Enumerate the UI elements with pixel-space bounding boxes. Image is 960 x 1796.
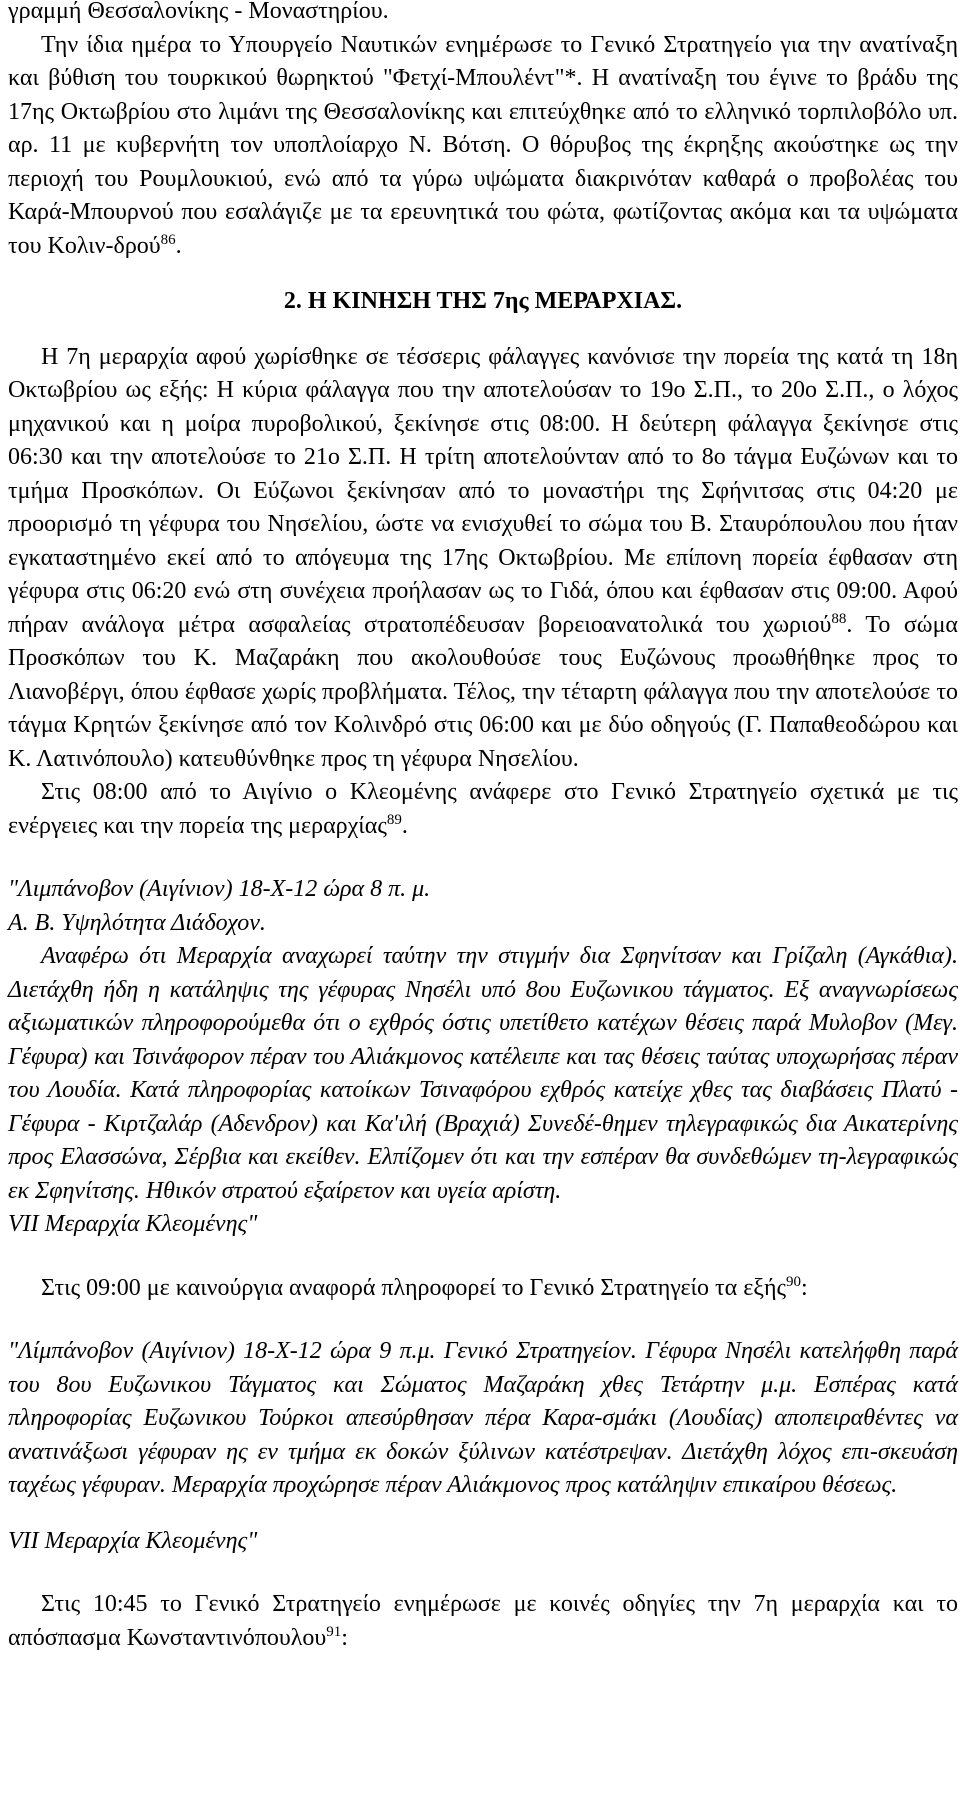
document-page	[8, 0, 958, 1655]
telegram-2-signature: VII Μεραρχία Κλεομένης"	[8, 1527, 258, 1554]
section-heading: 2. Η ΚΙΝΗΣΗ ΤΗΣ 7ης ΜΕΡΑΡΧΙΑΣ.	[283, 288, 683, 314]
telegram-1-signature: VII Μεραρχία Κλεομένης"	[8, 1211, 258, 1237]
paragraph-kleomenis-report: Στις 08:00 από το Αιγίνιο ο Κλεομένης ανάφερε στο Γενικό Στρατηγείο σχετικά με τις ενέργειες και την πορεία της μεραρχίας$^{89}$.	[8, 779, 958, 839]
footnote-ref-90: 90	[786, 1273, 802, 1290]
telegram-1-body: Αναφέρω ότι Μεραρχία αναχωρεί ταύτην την στιγμήν δια Σφηνίτσαν και Γρίζαλη (Αγκάθια). Διετάχθη ήδη η κατάληψις της γέφυρας Νησέλι υπό 8ου Ευζωνικου τάγματος. Εξ αναγνωρίσεως αξιωματικών πληροφορούμεθα ότι ο εχθρός όστις υπετίθετο κατέχων θέσεις παρά Μυλοβον (Μεγ. Γέφυρα) και Τσινάφορον πέραν του Αλιάκμονος κατέλειπε και τας θέσεις ταύτας υποχωρήσας πέραν του Λουδία. Κατά πληροφορίας κατοίκων Τσιναφόρου εχθρός κατείχε χθες τας διαβάσεις Πλατύ - Γέφυρα - Κιρτζαλάρ (Αδενδρον) και Κα'ιλή (Βραχιά) Συνεδέ-θημεν τηλεγραφικώς δια Αικατερίνης προς Ελασσώνα, Σέρβια και εκείθεν. Ελπίζομεν ότι και την εσπέραν θα συνδεθώμεν τη-λεγραφικώς εκ Σφηνίτσης. Ηθικόν στρατού εξαίρετον και υγεία αρίστη.	[8, 943, 958, 1204]
paragraph-general-hq-instructions: Στις 10:45 το Γενικό Στρατηγείο ενημέρωσε με κοινές οδηγίες την 7η μεραρχία και το απόσπασμα Κωνσταντινόπουλου$^{91}$:	[8, 1591, 958, 1651]
footnote-ref-88: 88	[831, 610, 847, 627]
quoted-telegram-1	[8, 873, 958, 1242]
quoted-telegram-2	[8, 1335, 958, 1558]
footnote-ref-91: 91	[326, 1623, 342, 1640]
telegram-1-header: "Λιμπάνοβον (Αιγίνιον) 18-Χ-12 ώρα 8 π. μ.	[8, 876, 431, 902]
paragraph-second-report: Στις 09:00 με καινούργια αναφορά πληροφορεί το Γενικό Στρατηγείο τα εξής$^{90}$:	[41, 1273, 808, 1301]
telegram-2-body: "Λίμπάνοβον (Αιγίνιον) 18-Χ-12 ώρα 9 π.μ. Γενικό Στρατηγείον. Γέφυρα Νησέλι κατελήφθη παρά του 8ου Ευζωνικου Τάγματος και Σώματος Μαζαράκη χθες Τετάρτην μ.μ. Εσπέρας κατά πληροφορίας Ευζωνικου Τούρκοι απεσύρθησαν πέρα Καρα-σμάκι (Λουδίας) αποπειραθέντες να ανατινάξωσι γέφυραν ης εν τμήμα εκ δοκών ξύλινων κατέστρεψαν. Διετάχθη λόχος επι-σκευάση ταχέως γέφυραν. Μεραρχία προχώρησε πέραν Αλιάκμονος προς κατάληψιν επικαίρου θέσεως.	[8, 1338, 958, 1498]
telegram-1-addressee: Α. Β. Υψηλότητα Διάδοχον.	[8, 909, 266, 936]
footnote-ref-89: 89	[386, 811, 402, 828]
paragraph-fetih-bulend: Την ίδια ημέρα το Υπουργείο Ναυτικών ενημέρωσε το Γενικό Στρατηγείο για την ανατίναξη και βύθιση του τουρκικού θωρηκτού "Φετχί-Μπουλέντ"*. Η ανατίναξη του έγινε το βράδυ της 17ης Οκτωβρίου στο λιμάνι της Θεσσαλονίκης και επιτεύχθηκε από το ελληνικό τορπιλοβόλο υπ. αρ. 11 με κυβερνήτη τον υποπλοίαρχο Ν. Βότση. Ο θόρυβος της έκρηξης ακούστηκε ως την περιοχή του Ρουμλουκιού, ενώ από τα γύρω υψώματα διακρινόταν καθαρά ο προβολέας του Καρά-Μπουρνού που εσαλάγιζε με τα ερευνητικά του φώτα, φωτίζοντας ακόμα και τα υψώματα του Κολιν-δρού$^{86}$.	[8, 31, 958, 259]
paragraph-line-continuation: γραμμή Θεσσαλονίκης - Μοναστηρίου.	[8, 0, 389, 24]
paragraph-division-movement: Η 7η μεραρχία αφού χωρίσθηκε σε τέσσερις φάλαγγες κανόνισε την πορεία της κατά τη 18η Οκτωβρίου ως εξής: Η κύρια φάλαγγα που την αποτελούσαν το 19ο Σ.Π., το 20ο Σ.Π., ο λόχος μηχανικού και η μοίρα πυροβολικού, ξεκίνησε στις 08:00. Η δεύτερη φάλαγγα ξεκίνησε στις 06:30 και την αποτελούσε το 21ο Σ.Π. Η τρίτη αποτελούνταν από το 8ο τάγμα Ευζώνων και το τμήμα Προσκόπων. Οι Εύζωνοι ξεκίνησαν από το μοναστήρι της Σφήνιτσας στις 04:20 με προορισμό τη γέφυρα του Νησελίου, ώστε να ενισχυθεί το σώμα του Β. Σταυρόπουλου που ήταν εγκαταστημένο εκεί από το απόγευμα της 17ης Οκτωβρίου. Με επίπονη πορεία έφθασαν στη γέφυρα στις 06:20 ενώ στη συνέχεια προήλασαν ως το Γιδά, όπου και έφθασαν στις 09:00. Αφού πήραν ανάλογα μέτρα ασφαλείας στρατοπέδευσαν βορειοανατολικά του χωριού$^{88}$. Το σώμα Προσκόπων του Κ. Μαζαράκη που ακολουθούσε τους Ευζώνους προωθήθηκε προς το Λιανοβέργι, όπου έφθασε χωρίς προβλήματα. Τέλος, την τέταρτη φάλαγγα που την αποτελούσε το τάγμα Κρητών ξεκίνησε από τον Κολινδρό στις 06:00 και με δύο οδηγούς (Γ. Παπαθεοδώρου και Κ. Λατινόπουλο) κατευθύνθηκε προς τη γέφυρα Νησελίου.	[8, 343, 959, 772]
footnote-ref-86: 86	[160, 231, 176, 248]
